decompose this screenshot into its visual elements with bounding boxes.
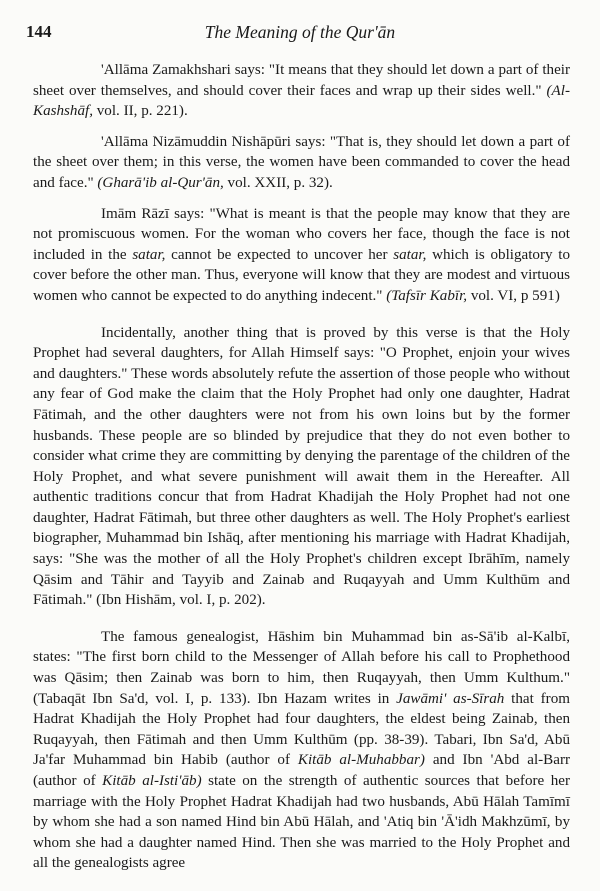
text-run: state on the strength of authentic sources that before her marriage with the Holy Prophet Hadrat Khadijah had two husbands, Abū Hālah Tamīmī by whom she had a son named Hind bin Abū Hālah, and 'Atiq bin 'Ā'idh Makhzūmī, by whom she had a daughter named Hind. Then she was married to the Holy Prophet and all the genealogists agree xyxy=(33,773,570,872)
text-run: The famous genealogist, Hāshim bin Muhammad bin as-Sā'ib al-Kalbī, states: "The first born child to the Messenger of Allah before his call to Prophethood was Qāsim; then Zainab was born to him, then Ruqayyah, then Umm Kulthum." (Tabaqāt Ibn Sa'd, vol. I, p. 133). Ibn Hazam writes in xyxy=(33,628,570,707)
italic-citation: satar, xyxy=(132,246,166,263)
text-run: which is obligatory to cover before the other man. Thus, everyone will know that they are modest and virtuous women who cannot be expected to do anything indecent." xyxy=(33,246,570,304)
text-run: and Ibn 'Abd al-Barr (author of xyxy=(33,752,570,789)
running-head: The Meaning of the Qur'ān xyxy=(204,22,396,42)
text-run: vol. XXII, p. 32). xyxy=(223,174,333,191)
text-run: cannot be expected to uncover her xyxy=(165,246,394,263)
paragraph xyxy=(33,627,570,874)
text-run: vol. VI, p 591) xyxy=(467,287,560,304)
text-run: 'Allāma Nizāmuddin Nishāpūri says: "That is, they should let down a part of the sheet over them; in this verse, the women have been commanded to cover the head and face." xyxy=(33,133,570,191)
italic-citation: (Tafsīr Kabīr, xyxy=(386,287,468,304)
italic-citation: satar, xyxy=(393,246,427,263)
paragraph xyxy=(33,60,570,122)
page-number: 144 xyxy=(26,22,52,41)
text-run: 'Allāma Zamakhshari says: "It means that they should let down a part of their sheet over themselves, and should cover their faces and wrap up their sides well." xyxy=(33,62,570,99)
italic-citation: Kitāb al-Isti'āb) xyxy=(102,773,202,789)
italic-citation: (Al-Kashshāf, xyxy=(33,82,570,120)
paragraph xyxy=(33,323,570,611)
paragraph xyxy=(33,204,570,307)
text-run: Imām Rāzī says: "What is meant is that the people may know that they are not promiscuous women. For the woman who covers her face, though the face is not included in the xyxy=(33,205,570,263)
text-run: that from Hadrat Khadijah the Holy Prophet had four daughters, the eldest being Zainab, then Ruqayyah, then Fātimah and then Umm Kulthūm (pp. 38-39). Tabari, Ibn Sa'd, Abū Ja'far Muhammad bin Habib (author of xyxy=(33,690,570,769)
body-text xyxy=(33,60,570,884)
italic-citation: Kitāb al-Muhabbar) xyxy=(297,752,425,769)
page-header xyxy=(26,22,574,44)
italic-citation: (Gharā'ib al-Qur'ān, xyxy=(97,174,224,191)
paragraph xyxy=(33,132,570,194)
italic-citation: Jawāmi' as-Sīrah xyxy=(396,690,505,707)
text-run: vol. II, p. 221). xyxy=(92,103,188,120)
text-run: Incidentally, another thing that is proved by this verse is that the Holy Prophet had several daughters, for Allah Himself says: "O Prophet, enjoin your wives and daughters." These words absolutely refute the assertion of those people who without any fear of God make the claim that the Holy Prophet had only one daughter, Hadrat Fātimah, and the other daughters were not from his own loins but by the former husbands. These people are so blinded by prejudice that they do not even bother to consider what crime they are committing by denying the parentage of the children of the Holy Prophet, and what severe punishment will await them in the Hereafter. All authentic traditions concur that from Hadrat Khadijah the Holy Prophet had not one daughter, Hadrat Fātimah, but three other daughters as well. The Holy Prophet's earliest biographer, Muhammad bin Ishāq, after mentioning his marriage with Hadrat Khadijah, says: "She was the mother of all the Holy Prophet's children except Ibrāhīm, namely Qāsim and Tāhir and Tayyib and Zainab and Ruqayyah and Umm Kulthūm and Fātimah." (Ibn Hishām, vol. I, p. 202). xyxy=(33,324,570,609)
